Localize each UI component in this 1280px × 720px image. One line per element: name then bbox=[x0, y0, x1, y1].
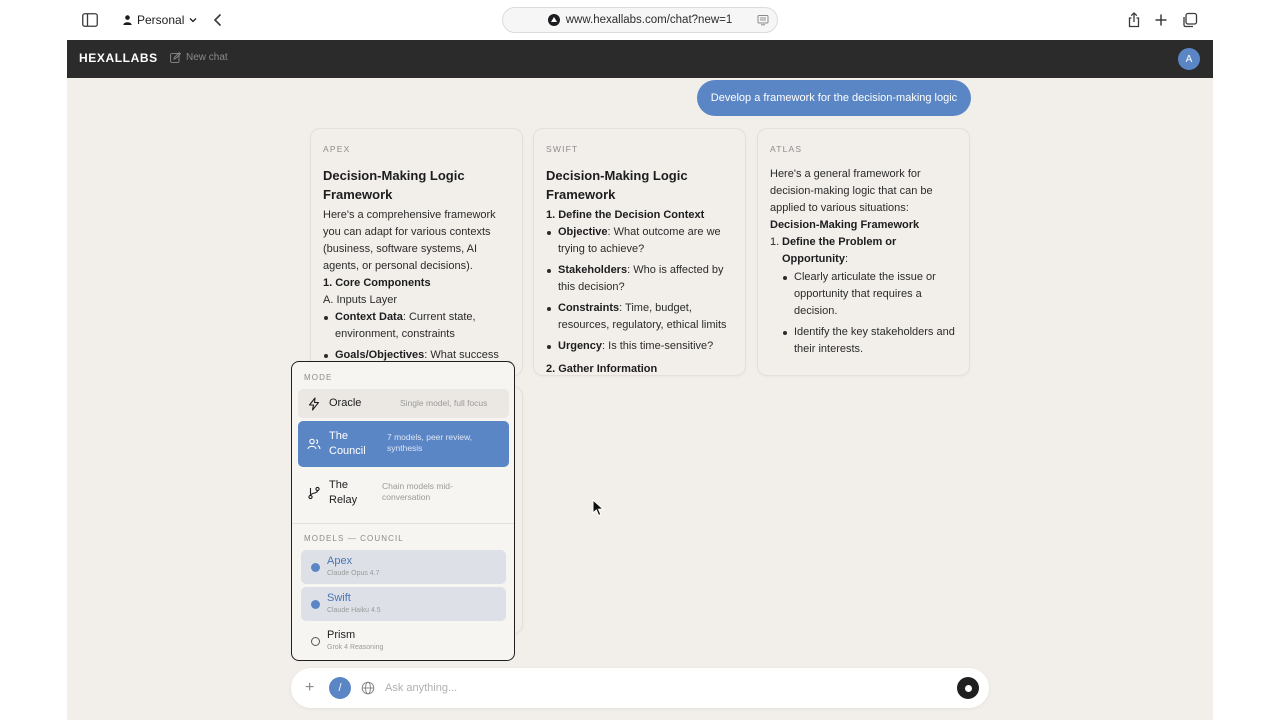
mode-section-label: MODE bbox=[304, 373, 333, 382]
step-number: 1. bbox=[770, 236, 780, 248]
list-item-term: Context Data bbox=[335, 311, 403, 323]
mode-description: Single model, full focus bbox=[400, 398, 488, 408]
list-item: Clearly articulate the issue or opportunity that requires a decision. bbox=[782, 269, 957, 320]
branch-icon bbox=[307, 486, 321, 500]
card-bullet-list bbox=[546, 224, 733, 355]
card-subsection: A. Inputs Layer bbox=[323, 294, 397, 306]
step-colon: : bbox=[844, 253, 848, 265]
back-icon[interactable] bbox=[208, 10, 228, 30]
message-input[interactable] bbox=[385, 678, 925, 698]
profile-label: Personal bbox=[137, 13, 185, 27]
mode-option-oracle[interactable] bbox=[298, 389, 509, 418]
user-message-bubble: Develop a framework for the decision-making logic bbox=[697, 80, 971, 116]
models-section-label: MODELS — COUNCIL bbox=[304, 534, 404, 543]
model-option-swift[interactable] bbox=[301, 587, 506, 621]
model-name: Prism bbox=[327, 629, 356, 641]
card-section-heading: Decision-Making Framework bbox=[770, 219, 920, 231]
list-item-term: Constraints bbox=[558, 302, 620, 314]
model-version: Grok 4 Reasoning bbox=[327, 644, 384, 651]
response-card-apex bbox=[310, 128, 523, 376]
sidebar-toggle-icon[interactable] bbox=[80, 10, 100, 30]
card-model-label: SWIFT bbox=[546, 144, 579, 154]
model-version: Claude Haiku 4.5 bbox=[327, 607, 381, 614]
mode-name: The Relay bbox=[329, 479, 358, 506]
selected-dot-icon bbox=[311, 600, 320, 609]
globe-icon[interactable] bbox=[361, 681, 375, 695]
share-icon[interactable] bbox=[1124, 10, 1144, 30]
card-title: Decision-Making Logic Framework bbox=[546, 168, 688, 202]
card-intro: Here's a comprehensive framework you can adapt for various contexts (business, software systems, AI agents, or personal decisions). bbox=[323, 209, 496, 272]
mode-name: Oracle bbox=[329, 397, 362, 409]
card-section-heading: 2. Gather Information bbox=[546, 363, 658, 375]
new-tab-icon[interactable] bbox=[1151, 10, 1171, 30]
model-option-prism[interactable] bbox=[301, 624, 506, 658]
list-item-text: : What outcome are we trying to achieve? bbox=[558, 226, 721, 255]
list-item-text: : Who is affected by this decision? bbox=[558, 264, 724, 293]
list-item-text: : Is this time-sensitive? bbox=[602, 340, 714, 352]
brand-logo[interactable]: HEXALLABS bbox=[79, 51, 158, 65]
model-version: Claude Opus 4.7 bbox=[327, 570, 380, 577]
app-header bbox=[67, 40, 1213, 78]
mode-description: 7 models, peer review, synthesis bbox=[387, 432, 473, 453]
mouse-cursor-icon bbox=[592, 499, 606, 517]
model-name: Swift bbox=[327, 592, 351, 604]
mode-description: Chain models mid-conversation bbox=[382, 481, 453, 502]
numbered-step bbox=[770, 234, 957, 358]
list-item-term: Objective bbox=[558, 226, 608, 238]
list-item-term: Stakeholders bbox=[558, 264, 628, 276]
send-dot-icon bbox=[965, 685, 972, 692]
menu-divider bbox=[292, 523, 515, 524]
selected-dot-icon bbox=[311, 563, 320, 572]
list-item-term: Urgency bbox=[558, 340, 603, 352]
url-text: www.hexallabs.com/chat?new=1 bbox=[565, 14, 733, 26]
app-window bbox=[67, 40, 1213, 720]
composer bbox=[291, 668, 989, 708]
card-section-heading: 1. Define the Decision Context bbox=[546, 209, 705, 221]
list-item bbox=[546, 262, 733, 296]
card-bullet-list bbox=[782, 269, 957, 358]
edit-icon bbox=[170, 52, 181, 63]
mode-slash-button[interactable]: / bbox=[329, 677, 351, 699]
response-card-swift bbox=[533, 128, 746, 376]
chevron-down-icon bbox=[189, 17, 197, 23]
card-model-label: ATLAS bbox=[770, 144, 803, 154]
card-section-heading: 1. Core Components bbox=[323, 277, 431, 289]
card-intro: Here's a general framework for decision-making logic that can be applied to various situations: bbox=[770, 168, 933, 214]
new-chat-label: New chat bbox=[186, 52, 228, 63]
mode-dropdown bbox=[291, 361, 515, 661]
list-item-text: : Current state, environment, constraints bbox=[335, 311, 476, 340]
send-button[interactable] bbox=[957, 677, 979, 699]
browser-toolbar bbox=[0, 0, 1280, 40]
mode-option-relay[interactable] bbox=[298, 470, 509, 516]
list-item bbox=[546, 300, 733, 334]
model-name: Apex bbox=[327, 555, 353, 567]
model-option-apex[interactable] bbox=[301, 550, 506, 584]
avatar[interactable]: A bbox=[1178, 48, 1200, 70]
card-model-label: APEX bbox=[323, 144, 351, 154]
list-item bbox=[323, 309, 510, 343]
address-bar[interactable] bbox=[502, 7, 778, 33]
tabs-overview-icon[interactable] bbox=[1180, 10, 1200, 30]
mode-name: The Council bbox=[329, 430, 366, 457]
mode-option-council[interactable] bbox=[298, 421, 509, 467]
bolt-icon bbox=[307, 397, 321, 411]
people-icon bbox=[307, 437, 321, 451]
list-item: Identify the key stakeholders and their interests. bbox=[782, 324, 957, 358]
list-item-text: : What success bbox=[424, 349, 499, 361]
person-icon bbox=[123, 15, 132, 25]
unselected-circle-icon bbox=[311, 637, 320, 646]
card-title: Decision-Making Logic Framework bbox=[323, 168, 465, 202]
site-logo-icon bbox=[548, 14, 560, 26]
profile-switcher[interactable] bbox=[115, 9, 205, 31]
card-bullet-list bbox=[323, 309, 510, 364]
attach-plus-icon[interactable]: + bbox=[305, 679, 315, 696]
new-chat-button[interactable] bbox=[170, 52, 228, 63]
reader-icon[interactable] bbox=[757, 14, 769, 26]
list-item-term: Goals/Objectives bbox=[335, 349, 425, 361]
response-card-atlas bbox=[757, 128, 970, 376]
step-title: Define the Problem or Opportunity bbox=[782, 236, 897, 265]
list-item bbox=[546, 224, 733, 258]
list-item bbox=[546, 338, 733, 355]
list-item-text: : Time, budget, resources, regulatory, ethical limits bbox=[558, 302, 727, 331]
